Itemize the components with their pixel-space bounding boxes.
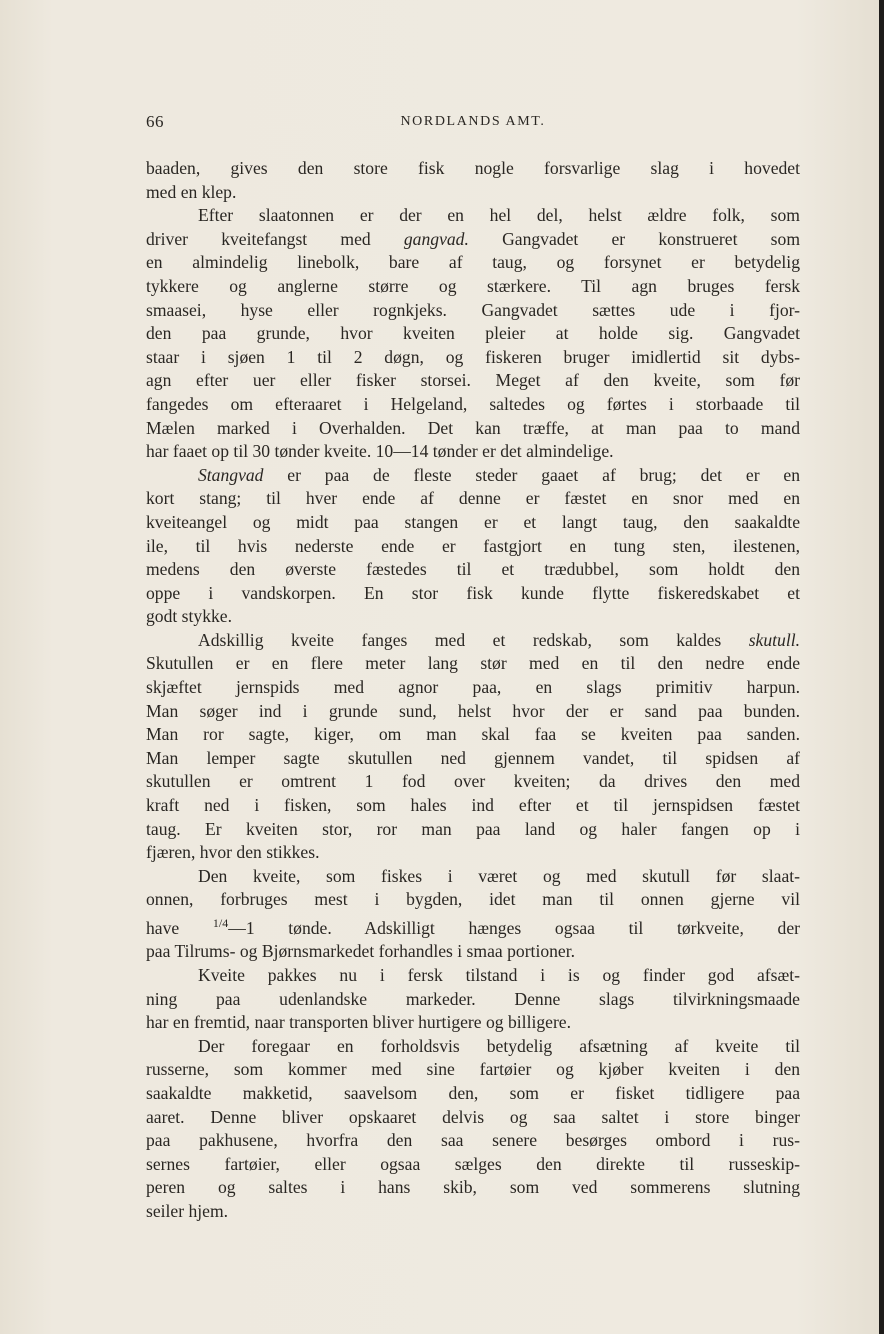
text-segment: have bbox=[146, 917, 213, 938]
text-line: kraft ned i fisken, som hales ind efter et til jernspidsen fæstet bbox=[146, 795, 800, 816]
text-line: Man søger ind i grunde sund, helst hvor der er sand paa bunden. bbox=[146, 700, 800, 721]
text-line: staar i sjøen 1 til 2 døgn, og fiskeren bruger imidlertid sit dybs- bbox=[146, 346, 800, 367]
text-line: peren og saltes i hans skib, som ved sommerens slutning bbox=[146, 1177, 800, 1198]
text-line: Mælen marked i Overhalden. Det kan træffe, at man paa to mand bbox=[146, 417, 800, 438]
text-line: Den kveite, som fiskes i været og med skutull før slaat- bbox=[198, 865, 800, 886]
text-line: skjæftet jernspids med agnor paa, en slags primitiv harpun. bbox=[146, 677, 800, 698]
text-line: med en klep. bbox=[146, 181, 237, 202]
text-line: godt stykke. bbox=[146, 606, 233, 627]
text-line: paa Tilrums- og Bjørnsmarkedet forhandles i smaa portioner. bbox=[146, 941, 576, 962]
text-line: den paa grunde, hvor kveiten pleier at holde sig. Gangvadet bbox=[146, 323, 800, 344]
text-line: sernes fartøier, eller ogsaa sælges den direkte til russeskip- bbox=[146, 1153, 800, 1174]
text-line: smaasei, hyse eller rognkjeks. Gangvadet sættes ude i fjor- bbox=[146, 299, 800, 320]
text-line bbox=[146, 228, 800, 252]
text-line: ile, til hvis nederste ende er fastgjort en tung sten, ilestenen, bbox=[146, 535, 800, 556]
term-skutull: skutull. bbox=[748, 629, 800, 650]
text-line bbox=[146, 912, 800, 940]
term-stangvad: Stangvad bbox=[198, 464, 264, 485]
text-segment: Adskillig kveite fanges med et redskab, som kaldes bbox=[198, 629, 749, 650]
text-line: paa pakhusene, hvorfra den saa senere besørges ombord i rus- bbox=[146, 1130, 800, 1151]
text-line: skutullen er omtrent 1 fod over kveiten; da drives den med bbox=[146, 771, 800, 792]
text-segment: Gangvadet er konstrueret som bbox=[468, 228, 800, 249]
text-line: tykkere og anglerne større og stærkere. Til agn bruges fersk bbox=[146, 275, 800, 296]
text-line: kort stang; til hver ende af denne er fæstet en snor med en bbox=[146, 488, 800, 509]
page-number: 66 bbox=[146, 112, 164, 131]
text-line: Man lemper sagte skutullen ned gjennem vandet, til spidsen af bbox=[146, 747, 800, 768]
text-line: saakaldte makketid, saavelsom den, som er fisket tidligere paa bbox=[146, 1083, 800, 1104]
text-segment: er paa de fleste steder gaaet af brug; det er en bbox=[263, 464, 800, 485]
text-line: har faaet op til 30 tønder kveite. 10—14 tønder er det almindelige. bbox=[146, 441, 614, 462]
text-line: ning paa udenlandske markeder. Denne slags tilvirkningsmaade bbox=[146, 988, 800, 1009]
body-text bbox=[146, 157, 800, 1224]
text-line: fangedes om efteraaret i Helgeland, saltedes og førtes i storbaade til bbox=[146, 393, 800, 414]
text-line: onnen, forbruges mest i bygden, idet man til onnen gjerne vil bbox=[146, 889, 800, 910]
text-line: taug. Er kveiten stor, ror man paa land og haler fangen op i bbox=[146, 818, 800, 839]
term-gangvad: gangvad. bbox=[403, 228, 469, 249]
text-line: Efter slaatonnen er der en hel del, helst ældre folk, som bbox=[198, 205, 800, 226]
text-line: aaret. Denne bliver opskaaret delvis og saa saltet i store binger bbox=[146, 1106, 800, 1127]
text-segment: —1 tønde. Adskilligt hænges ogsaa til tørkveite, der bbox=[228, 917, 800, 938]
text-line: medens den øverste fæstedes til et trædubbel, som holdt den bbox=[146, 559, 800, 580]
text-line: seiler hjem. bbox=[146, 1200, 229, 1221]
text-segment: driver kveitefangst med bbox=[146, 228, 404, 249]
text-line: en almindelig linebolk, bare af taug, og forsynet er betydelig bbox=[146, 252, 800, 273]
text-line: agn efter uer eller fisker storsei. Meget af den kveite, som før bbox=[146, 370, 800, 391]
text-line bbox=[146, 464, 800, 488]
text-line bbox=[146, 629, 800, 653]
scan-edge bbox=[879, 0, 884, 1334]
text-line: oppe i vandskorpen. En stor fisk kunde flytte fiskeredskabet et bbox=[146, 582, 800, 603]
running-head: NORDLANDS AMT. bbox=[400, 114, 546, 129]
text-line: Skutullen er en flere meter lang stør med en til den nedre ende bbox=[146, 653, 800, 674]
fraction: 1/4 bbox=[212, 916, 229, 930]
text-line: fjæren, hvor den stikkes. bbox=[146, 842, 320, 863]
text-line: baaden, gives den store fisk nogle forsvarlige slag i hovedet bbox=[146, 158, 800, 178]
text-line: Kveite pakkes nu i fersk tilstand i is og finder god afsæt- bbox=[198, 965, 800, 986]
text-line: Der foregaar en forholdsvis betydelig afsætning af kveite til bbox=[198, 1035, 800, 1056]
text-line: Man ror sagte, kiger, om man skal faa se kveiten paa sanden. bbox=[146, 724, 800, 745]
text-line: kveiteangel og midt paa stangen er et langt taug, den saakaldte bbox=[146, 511, 800, 532]
text-line: har en fremtid, naar transporten bliver hurtigere og billigere. bbox=[146, 1012, 572, 1033]
page-header bbox=[146, 112, 800, 138]
text-line: russerne, som kommer med sine fartøier og kjøber kveiten i den bbox=[146, 1059, 800, 1080]
